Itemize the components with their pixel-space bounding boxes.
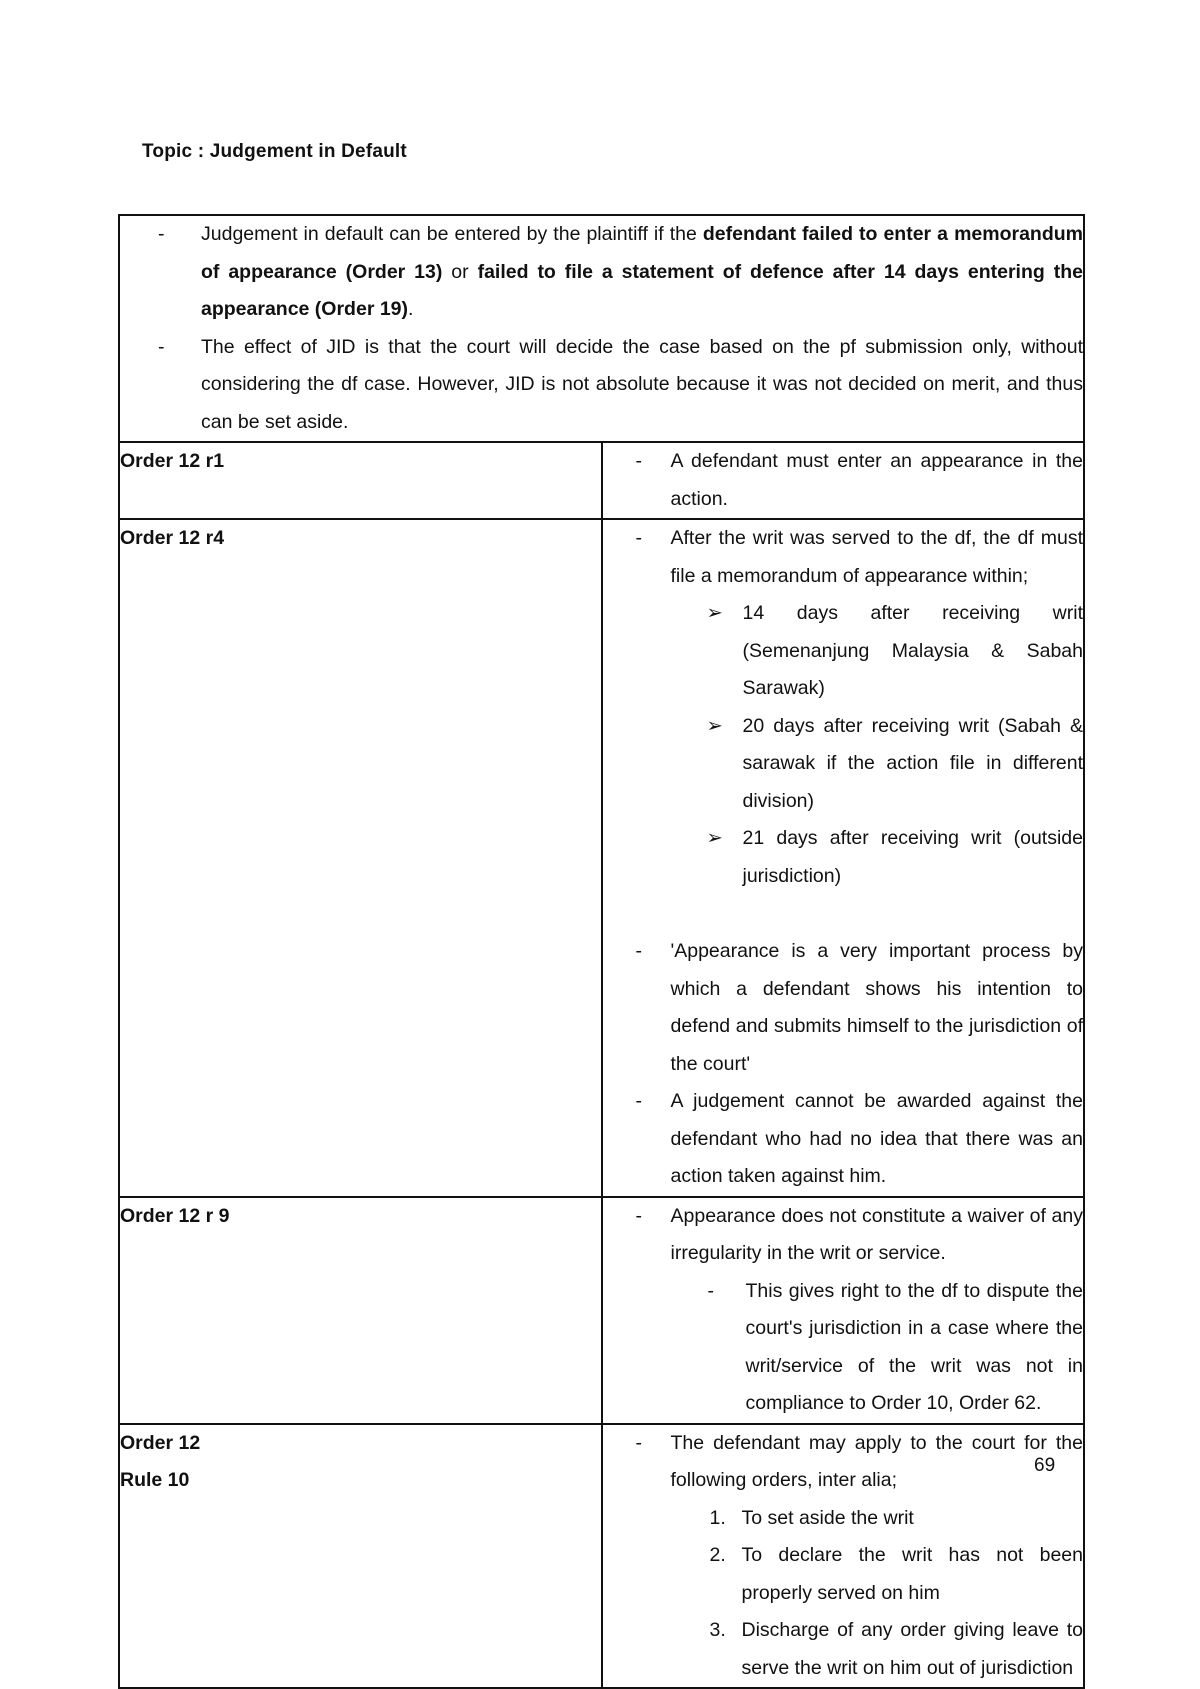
order-content	[602, 442, 1085, 519]
list-item: - This gives right to the df to dispute the court's jurisdiction in a case where the writ/service of the writ was not in compliance to Order 10, Order 62.	[603, 1273, 1084, 1423]
order-content	[602, 519, 1085, 1197]
bullet-marker: -	[635, 450, 642, 472]
order-label: Order 12 Rule 10	[119, 1424, 602, 1689]
bullet-marker: -	[635, 940, 642, 962]
list-item: ➢ 20 days after receiving writ (Sabah & sarawak if the action file in different division)	[603, 708, 1084, 821]
list-item: - The defendant may apply to the court for the following orders, inter alia;	[603, 1425, 1084, 1500]
order-label: Order 12 r4	[119, 519, 602, 1197]
arrow-bullet-icon: ➢	[706, 714, 723, 737]
list-item: ➢ 14 days after receiving writ (Semenanjung Malaysia & Sabah Sarawak)	[603, 595, 1084, 708]
table-row	[119, 1197, 1084, 1424]
intro-cell	[119, 215, 1084, 442]
order-label: Order 12 r1	[119, 442, 602, 519]
intro-row	[119, 215, 1084, 442]
list-item: 3. Discharge of any order giving leave to serve the writ on him out of jurisdiction	[603, 1612, 1084, 1687]
bold-text: defendant failed to enter a memorandum of appearance (Order 13)	[201, 223, 1084, 283]
table-row	[119, 1424, 1084, 1689]
list-item: 2. To declare the writ has not been properly served on him	[603, 1537, 1084, 1612]
table-row	[119, 519, 1084, 1197]
list-number: 2.	[709, 1544, 726, 1566]
list-item: - Appearance does not constitute a waiver of any irregularity in the writ or service.	[603, 1198, 1084, 1273]
order-content	[602, 1197, 1085, 1424]
list-item: - A defendant must enter an appearance in the action.	[603, 443, 1084, 518]
list-item: ➢ 21 days after receiving writ (outside jurisdiction)	[603, 820, 1084, 895]
arrow-bullet-icon: ➢	[706, 827, 723, 849]
bullet-marker: -	[635, 1204, 642, 1227]
arrow-bullet-icon: ➢	[706, 602, 723, 624]
spacer	[603, 895, 1084, 933]
list-item: 1. To set aside the writ	[603, 1500, 1084, 1538]
judgement-table	[118, 214, 1085, 1689]
page-title: Topic : Judgement in Default	[142, 141, 407, 162]
list-item: - 'Appearance is a very important process by which a defendant shows his intention to defend and submits himself to the jurisdiction of the court'	[603, 933, 1084, 1083]
list-item: - After the writ was served to the df, the df must file a memorandum of appearance within;	[603, 520, 1084, 595]
intro-bullet	[120, 329, 1083, 442]
order-label: Order 12 r 9	[119, 1197, 602, 1424]
bullet-marker: -	[635, 1431, 642, 1454]
intro-bullet	[120, 216, 1083, 329]
bold-text: failed to file a statement of defence after 14 days entering the appearance (Order 19)	[201, 260, 1083, 320]
list-number: 1.	[709, 1506, 726, 1529]
page-number: 69	[1034, 1455, 1056, 1476]
list-item: - A judgement cannot be awarded against the defendant who had no idea that there was an action taken against him.	[603, 1083, 1084, 1196]
table-row	[119, 442, 1084, 519]
list-number: 3.	[709, 1619, 726, 1641]
bullet-marker: -	[158, 335, 165, 358]
intro-bullet-text: The effect of JID is that the court will decide the case based on the pf submission only, without considering the df case. However, JID is not absolute because it was not decided on merit, and thus can be set aside.	[201, 335, 1083, 433]
bullet-marker: -	[158, 223, 165, 245]
intro-bullet-text: Judgement in default can be entered by the plaintiff if the defendant failed to enter a memorandum of appearance (Order 13) or failed to file a statement of defence after 14 days entering the appearance (Order 19).	[201, 223, 1084, 320]
order-content	[602, 1424, 1085, 1689]
bullet-marker: -	[635, 527, 642, 549]
bullet-marker: -	[635, 1090, 642, 1112]
bullet-marker: -	[707, 1279, 714, 1302]
